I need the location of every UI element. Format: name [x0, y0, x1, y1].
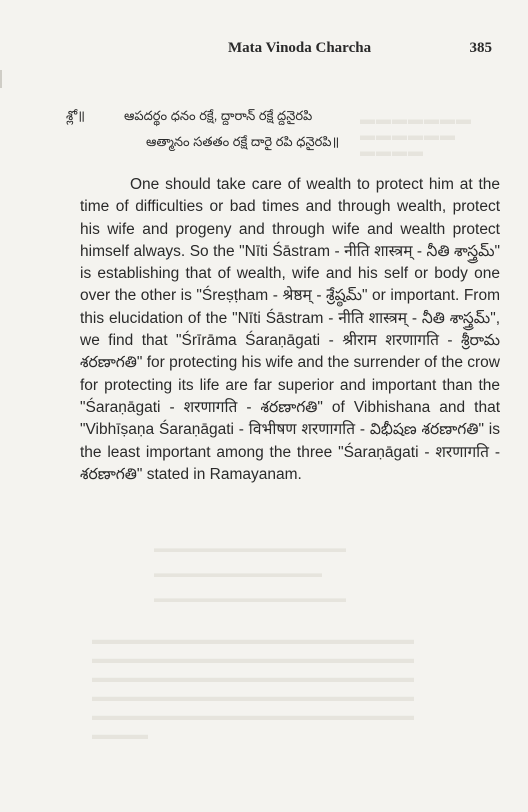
show-through-paragraph: ▬▬▬▬▬▬▬▬▬▬▬▬▬▬▬▬▬▬▬▬▬▬▬ ▬▬▬▬▬▬▬▬▬▬▬▬▬▬▬▬▬▬▬▬▬▬▬ ▬▬▬▬▬▬▬▬▬▬▬▬▬▬▬▬▬▬▬▬▬▬▬ ▬▬▬▬▬▬▬▬▬▬▬▬▬▬▬▬▬▬▬▬▬▬▬ ▬▬▬▬▬▬▬▬▬▬▬▬▬▬▬▬▬▬▬▬▬▬▬ ▬▬▬▬ — [92, 631, 414, 742]
show-through-heading: ▬▬▬▬▬▬▬ ▬▬▬▬▬▬ ▬▬▬▬ — [360, 111, 472, 160]
running-title: Mata Vinoda Charcha — [228, 40, 372, 56]
verse-marker: శ్లో॥ — [66, 108, 85, 123]
page-edge-mark — [0, 70, 2, 88]
verse-line-1: ఆపదర్థం ధనం రక్షే, ద్దారాన్ రక్షే ద్దనైరపి — [124, 108, 313, 123]
verse-line-2: ఆత్మానం సతతం రక్షే దారై రపి ధనైరపి॥ — [146, 134, 340, 149]
running-header — [228, 40, 492, 57]
page-number: 385 — [469, 40, 492, 56]
body-paragraph: One should take care of wealth to protect him at the time of difficulties or bad times and through wealth, protect his wife and progeny and through wife and wealth protect himself always. So the "Nīti Śāstram - नीति शास्त्रम् - నీతి శాస్త్రమ్" is establishing that of wealth, wife and his self or body one over the other is "Śreṣṭham - श्रेष्ठम् - శ్రేష్ఠమ్" or important. From this elucidation of the "Nīti Śāstram - नीति शास्त्रम् - నీతి శాస్త్రమ్", we find that "Śrīrāma Śaraṇāgati - श्रीराम शरणागति - శ్రీరామ శరణాగతి" for protecting his wife and the surrender of the crow for protecting its life are far superior and important than the "Śaraṇāgati - शरणागति - శరణాగతి" of Vibhishana and that "Vibhīṣaṇa Śaraṇāgati - विभीषण शरणागति - విభీషణ శరణాగతి" is the least important among the three "Śaraṇāgati - शरणागति - శరణాగతి" stated in Ramayanam. — [80, 176, 500, 483]
show-through-verse: ▬▬▬▬▬▬▬▬▬▬▬▬▬▬▬▬ ▬▬▬▬▬▬▬▬▬▬▬▬▬▬ ▬▬▬▬▬▬▬▬▬▬▬▬▬▬▬▬ — [154, 541, 346, 605]
